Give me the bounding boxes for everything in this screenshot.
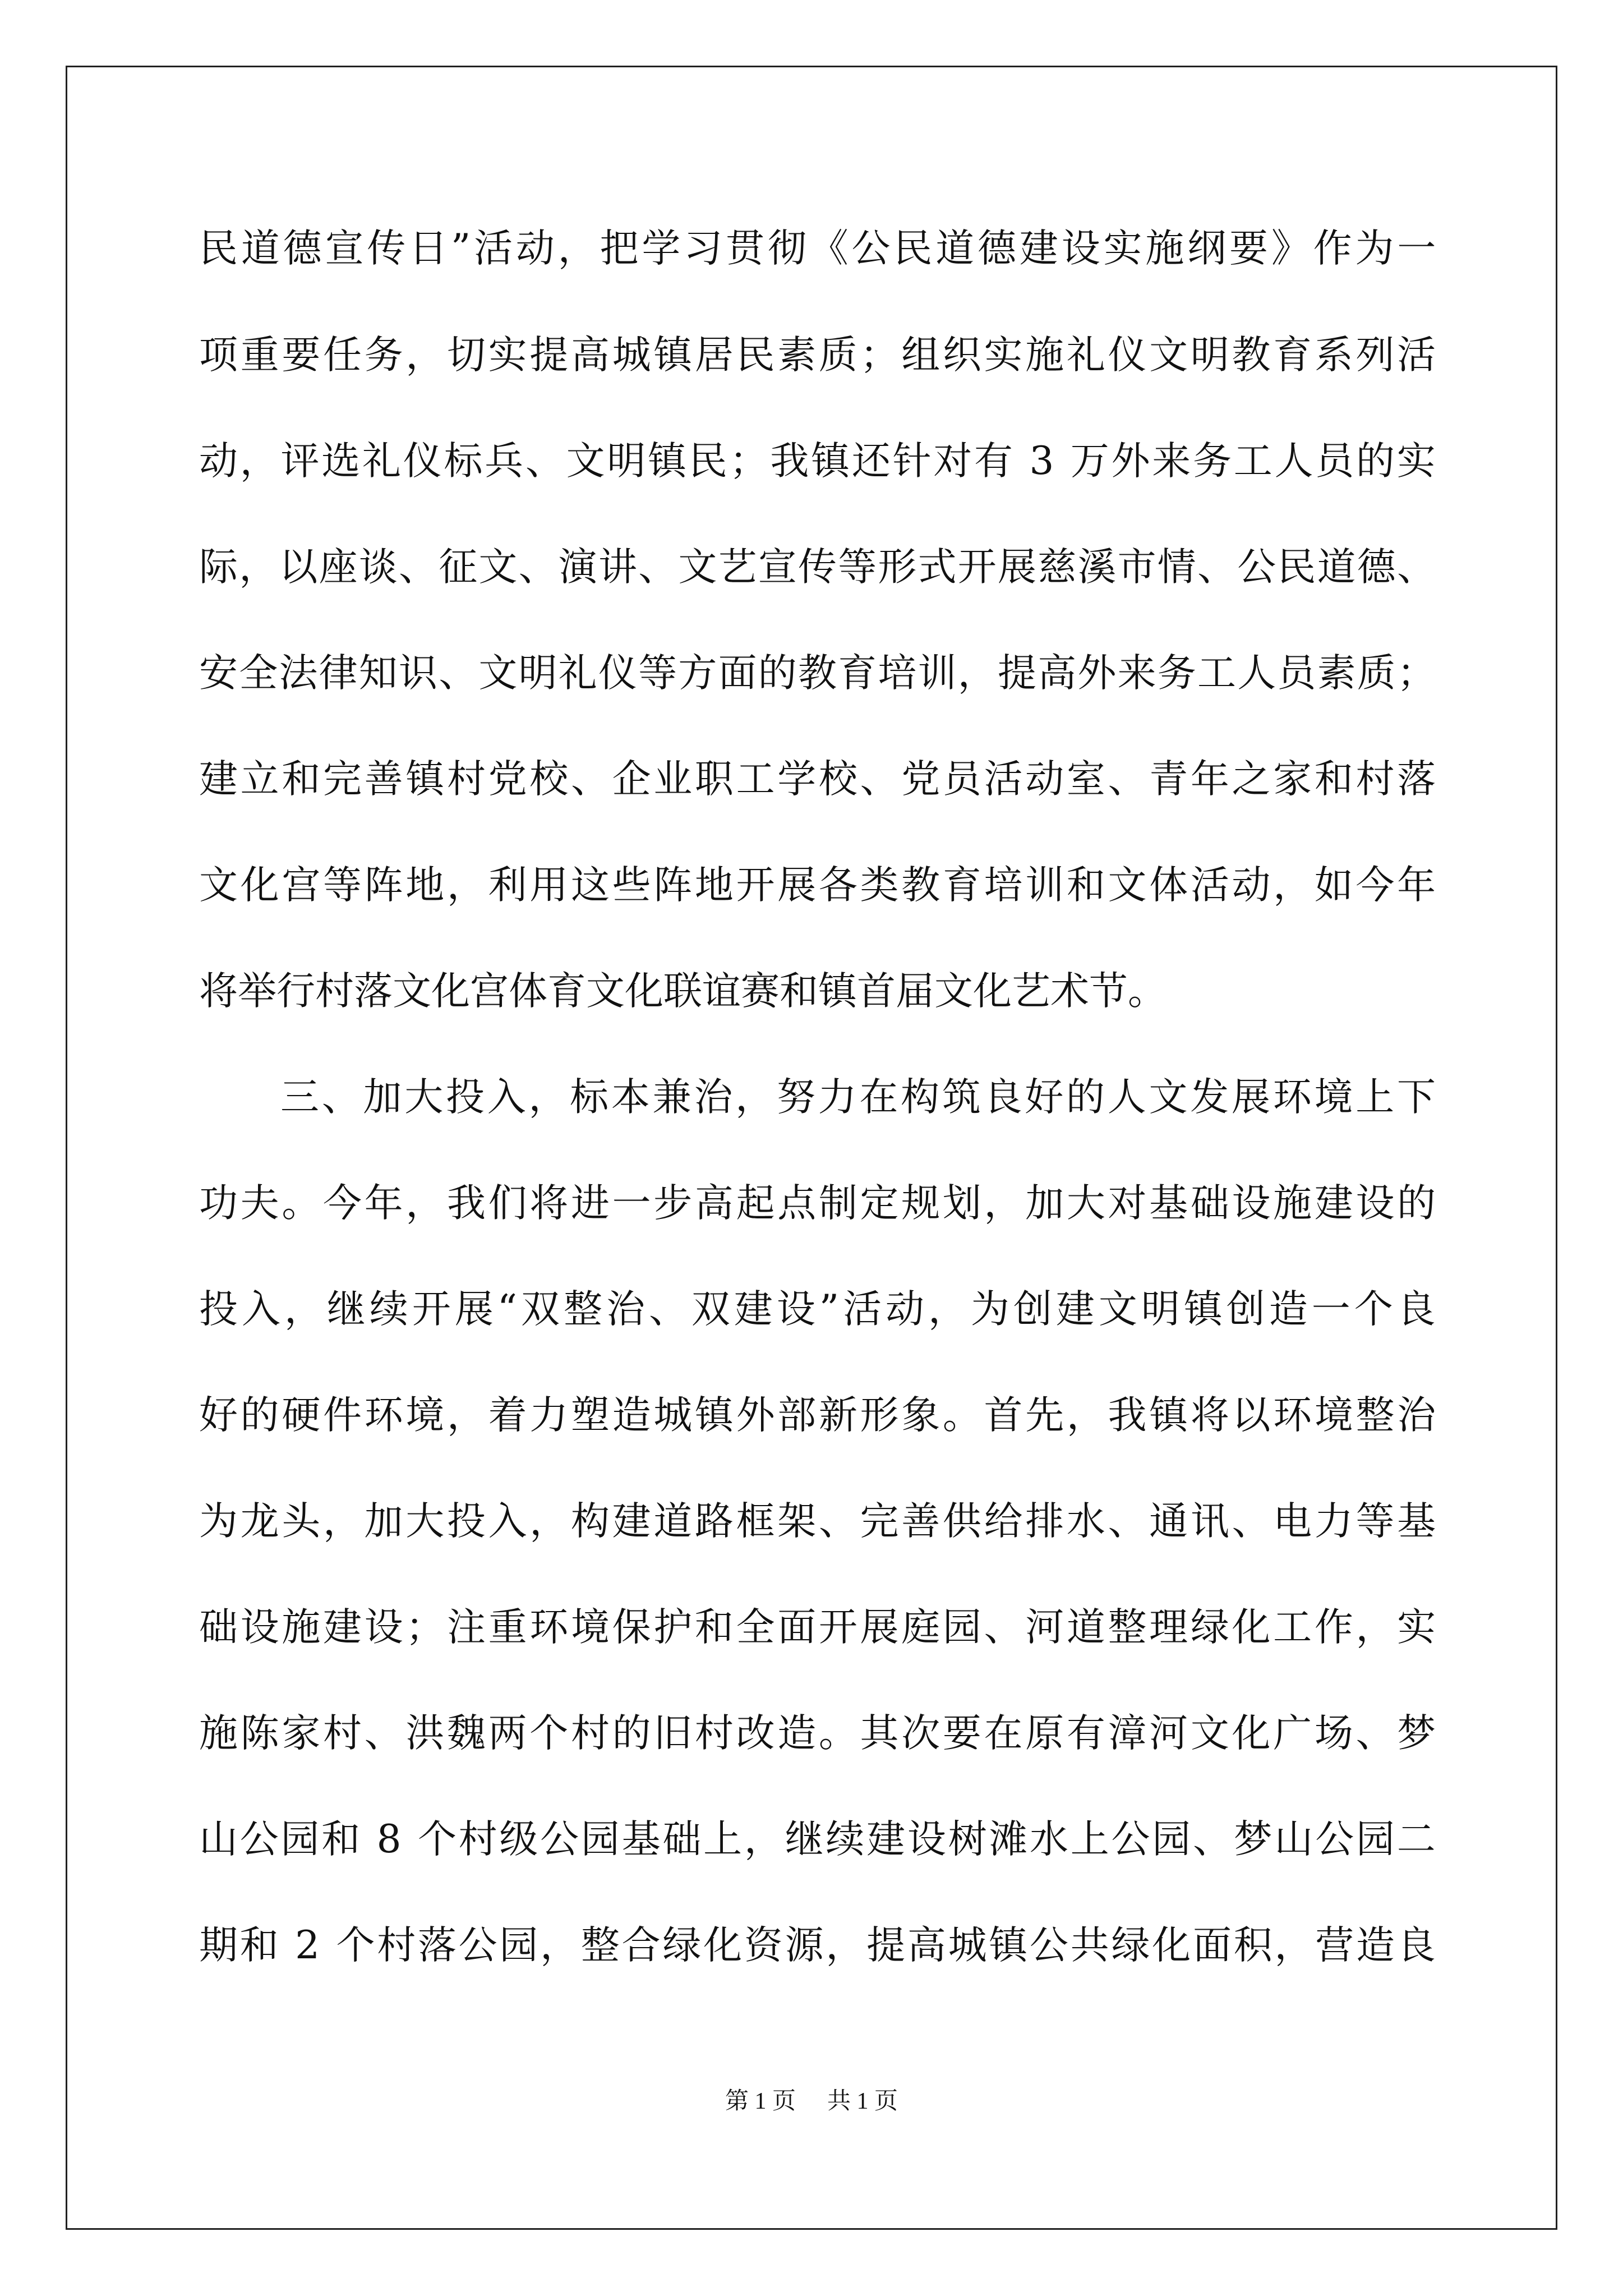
text-line-17: 期和 2 个村落公园，整合绿化资源，提高城镇公共绿化面积，营造良	[199, 1923, 1438, 1968]
text-line-8: 将举行村落文化宫体育文化联谊赛和镇首届文化艺术节。	[199, 969, 1166, 1014]
text-line-9: 三、加大投入，标本兼治，努力在构筑良好的人文发展环境上下	[280, 1075, 1438, 1120]
page-footer	[0, 2085, 1623, 2118]
page-border	[66, 66, 1557, 2230]
text-line-6: 建立和完善镇村党校、企业职工学校、党员活动室、青年之家和村落	[199, 757, 1438, 802]
text-line-16: 山公园和 8 个村级公园基础上，继续建设树滩水上公园、梦山公园二	[199, 1817, 1438, 1862]
text-line-1: 民道德宣传日”活动，把学习贯彻《公民道德建设实施纲要》作为一	[199, 226, 1440, 271]
text-line-5: 安全法律知识、文明礼仪等方面的教育培训，提高外来务工人员素质；	[199, 651, 1437, 696]
text-line-14: 础设施建设；注重环境保护和全面开展庭园、河道整理绿化工作，实	[199, 1605, 1438, 1650]
text-line-2: 项重要任务，切实提高城镇居民素质；组织实施礼仪文明教育系列活	[199, 333, 1438, 378]
page-total: 共 1 页	[827, 2088, 898, 2114]
text-line-7: 文化宫等阵地，利用这些阵地开展各类教育培训和文体活动，如今年	[199, 863, 1438, 908]
text-line-15: 施陈家村、洪魏两个村的旧村改造。其次要在原有漳河文化广场、梦	[199, 1711, 1438, 1756]
page-number: 第 1 页	[725, 2088, 796, 2114]
text-line-11: 投入，继续开展“双整治、双建设”活动，为创建文明镇创造一个良	[199, 1287, 1440, 1332]
text-line-13: 为龙头，加大投入，构建道路框架、完善供给排水、通讯、电力等基	[199, 1499, 1438, 1544]
text-line-10: 功夫。今年，我们将进一步高起点制定规划，加大对基础设施建设的	[199, 1181, 1438, 1226]
text-line-3: 动，评选礼仪标兵、文明镇民；我镇还针对有 3 万外来务工人员的实	[199, 439, 1438, 484]
text-line-4: 际，以座谈、征文、演讲、文艺宣传等形式开展慈溪市情、公民道德、	[199, 545, 1437, 590]
text-line-12: 好的硬件环境，着力塑造城镇外部新形象。首先，我镇将以环境整治	[199, 1393, 1438, 1438]
